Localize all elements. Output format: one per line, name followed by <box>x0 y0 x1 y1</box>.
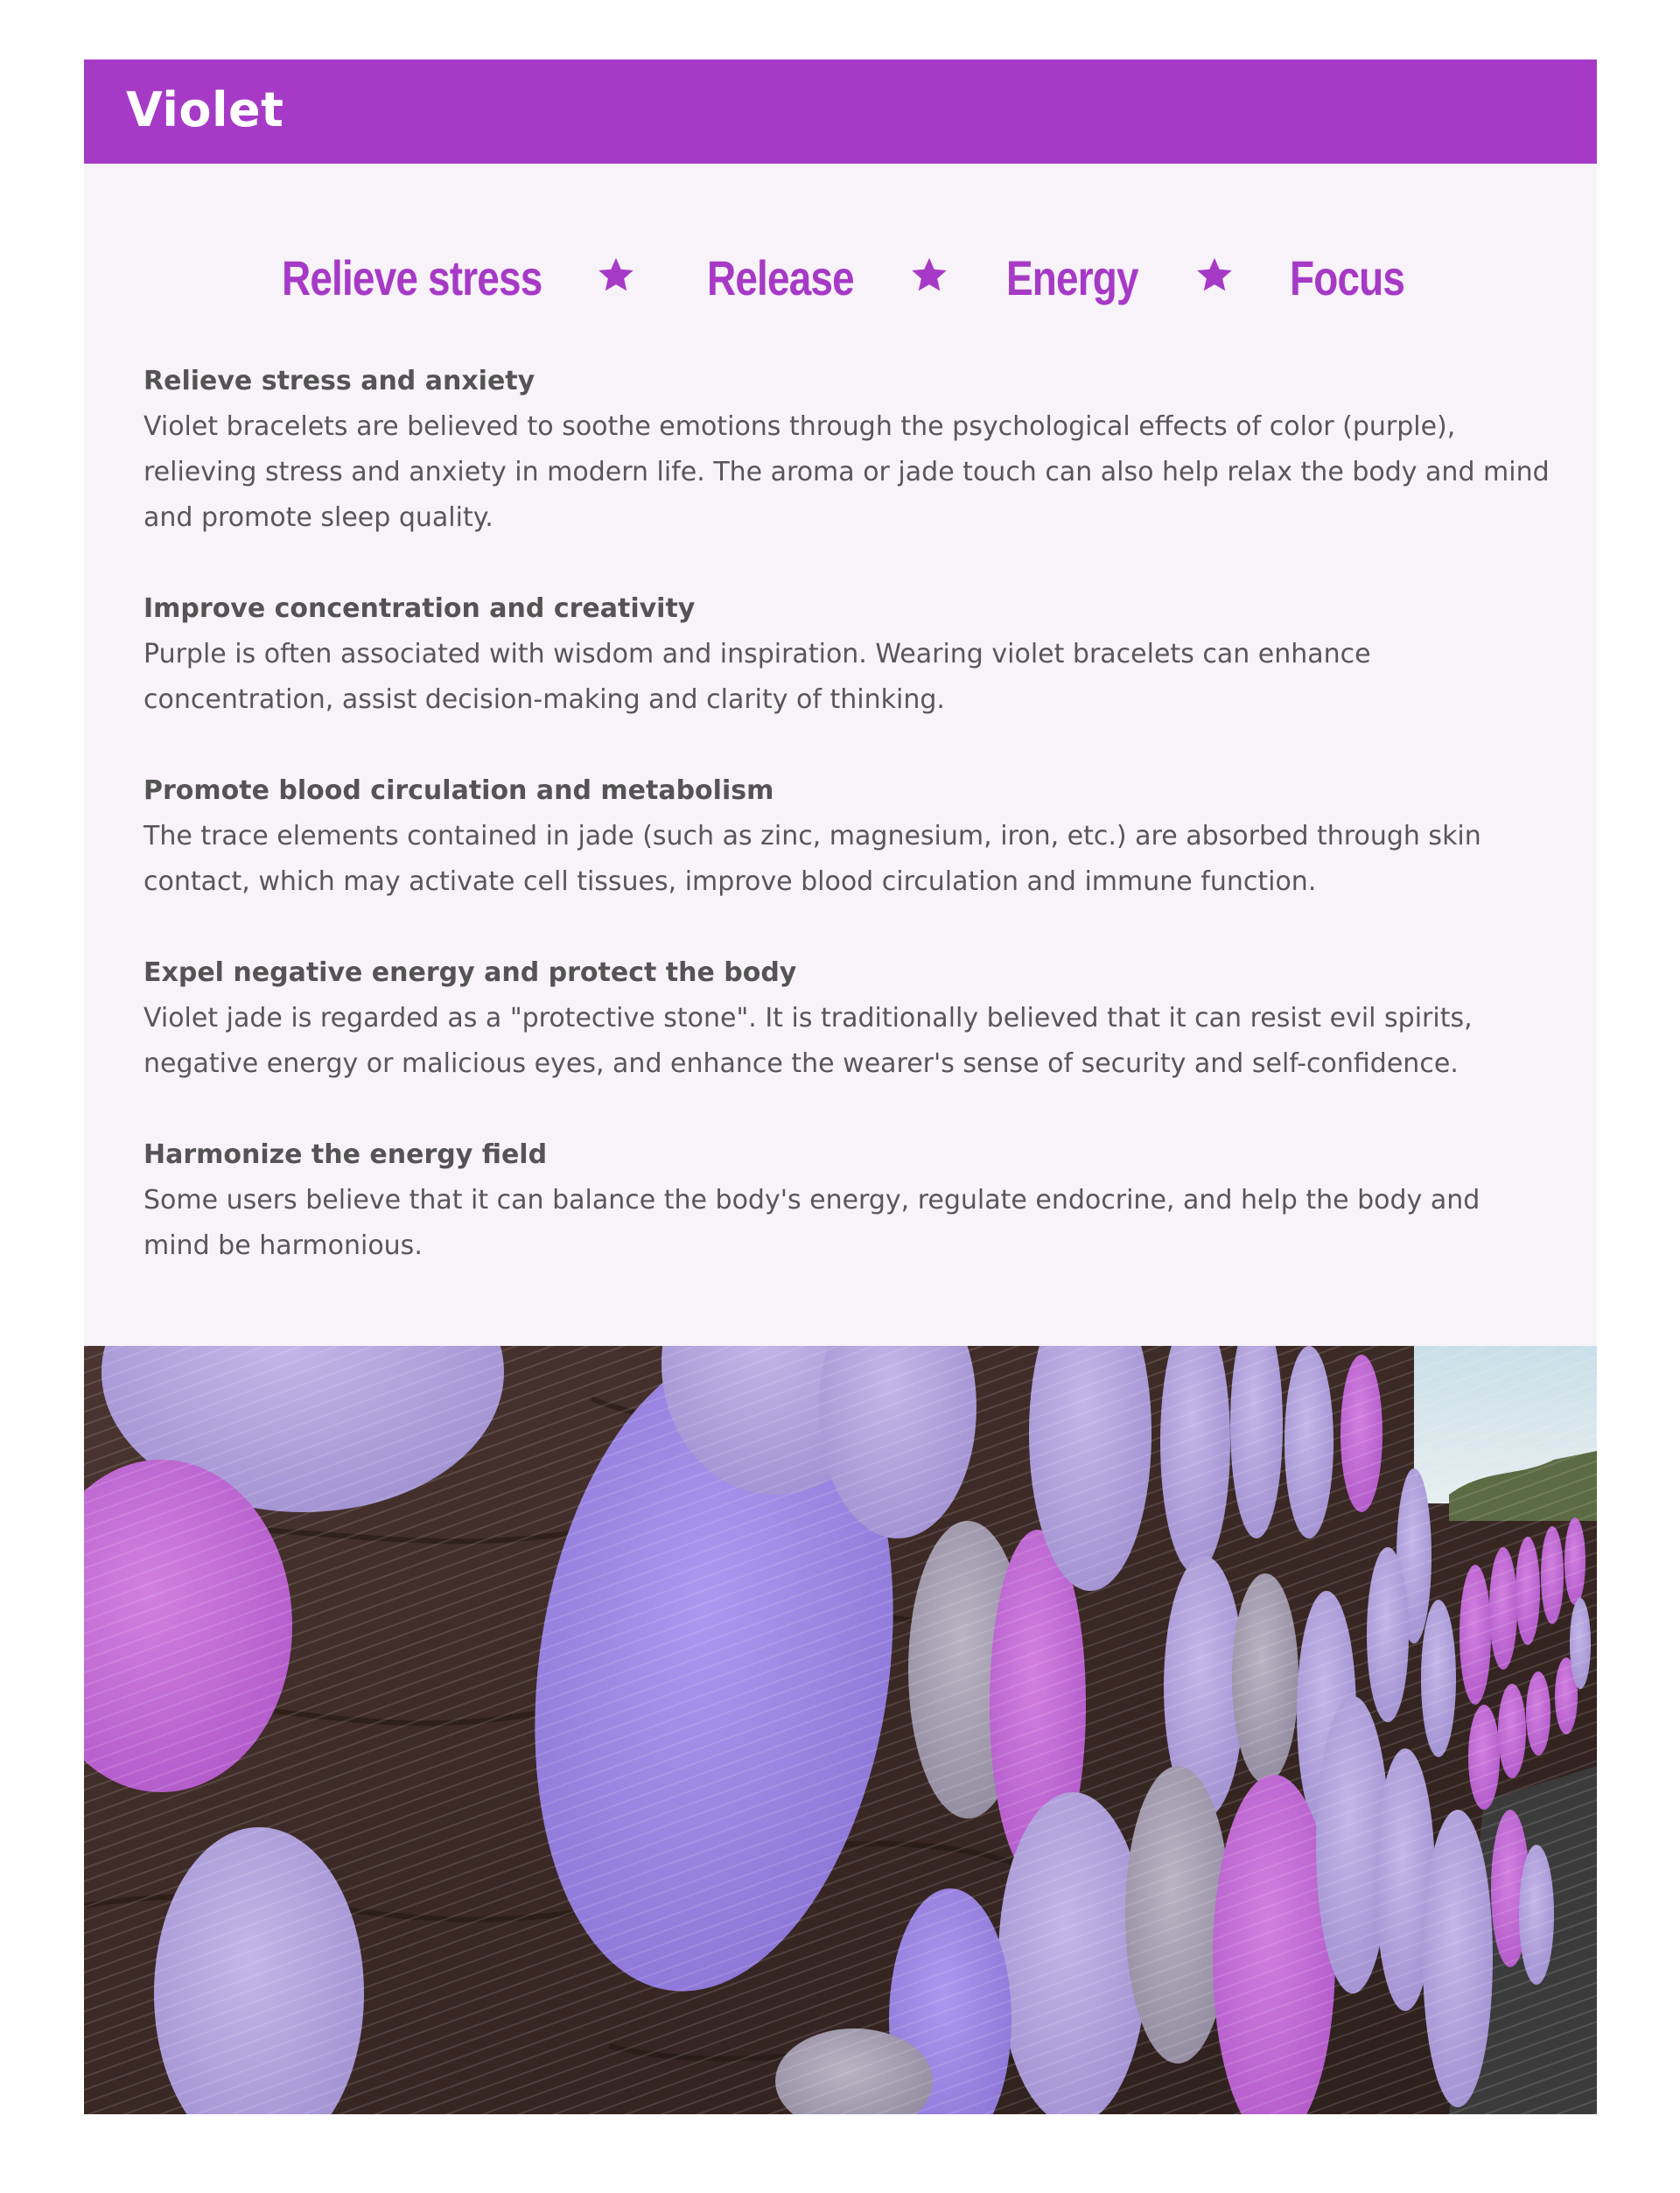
tagline-row <box>84 243 1597 313</box>
benefit-title: Harmonize the energy field <box>144 1139 548 1170</box>
benefit-text: Purple is often associated with wisdom and inspiration. Wearing violet bracelets can enhance concentration, assist decision-making and clarity of thinking. <box>144 639 1371 715</box>
benefit-text: Violet bracelets are believed to soothe emotions through the psychological effects of color (purple), relieving stress and anxiety in modern life. The aroma or jade touch can also help relax the body and mind and promote sleep quality. <box>144 411 1550 533</box>
violet-log-stack-image <box>84 1346 1597 2114</box>
benefit-title: Expel negative energy and protect the body <box>144 957 797 988</box>
benefit-title: Relieve stress and anxiety <box>144 366 536 396</box>
benefit-item <box>144 768 1552 905</box>
star-icon <box>597 256 635 294</box>
header-bar <box>84 60 1597 164</box>
star-icon <box>910 256 948 294</box>
tag-energy: Energy <box>1006 250 1138 305</box>
tag-focus: Focus <box>1290 250 1405 305</box>
benefit-text: Some users believe that it can balance the body's energy, regulate endocrine, and help the body and mind be harmonious. <box>144 1185 1480 1261</box>
benefit-item <box>144 586 1552 723</box>
benefit-text: Violet jade is regarded as a "protective stone". It is traditionally believed that it can resist evil spirits, negative energy or malicious eyes, and enhance the wearer's sense of security and self-confidence. <box>144 1003 1473 1079</box>
tag-release: Release <box>707 250 854 305</box>
benefits-list <box>144 359 1552 1314</box>
benefit-title: Improve concentration and creativity <box>144 593 696 624</box>
page-title: Violet <box>126 82 284 137</box>
benefit-item <box>144 950 1552 1087</box>
benefit-item <box>144 359 1552 541</box>
benefit-title: Promote blood circulation and metabolism <box>144 775 774 806</box>
content-card <box>84 60 1597 2114</box>
benefit-item <box>144 1132 1552 1269</box>
benefit-text: The trace elements contained in jade (such as zinc, magnesium, iron, etc.) are absorbed through skin contact, which may activate cell tissues, improve blood circulation and immune function. <box>144 821 1481 897</box>
star-icon <box>1195 256 1234 294</box>
tag-relieve-stress: Relieve stress <box>282 250 542 305</box>
